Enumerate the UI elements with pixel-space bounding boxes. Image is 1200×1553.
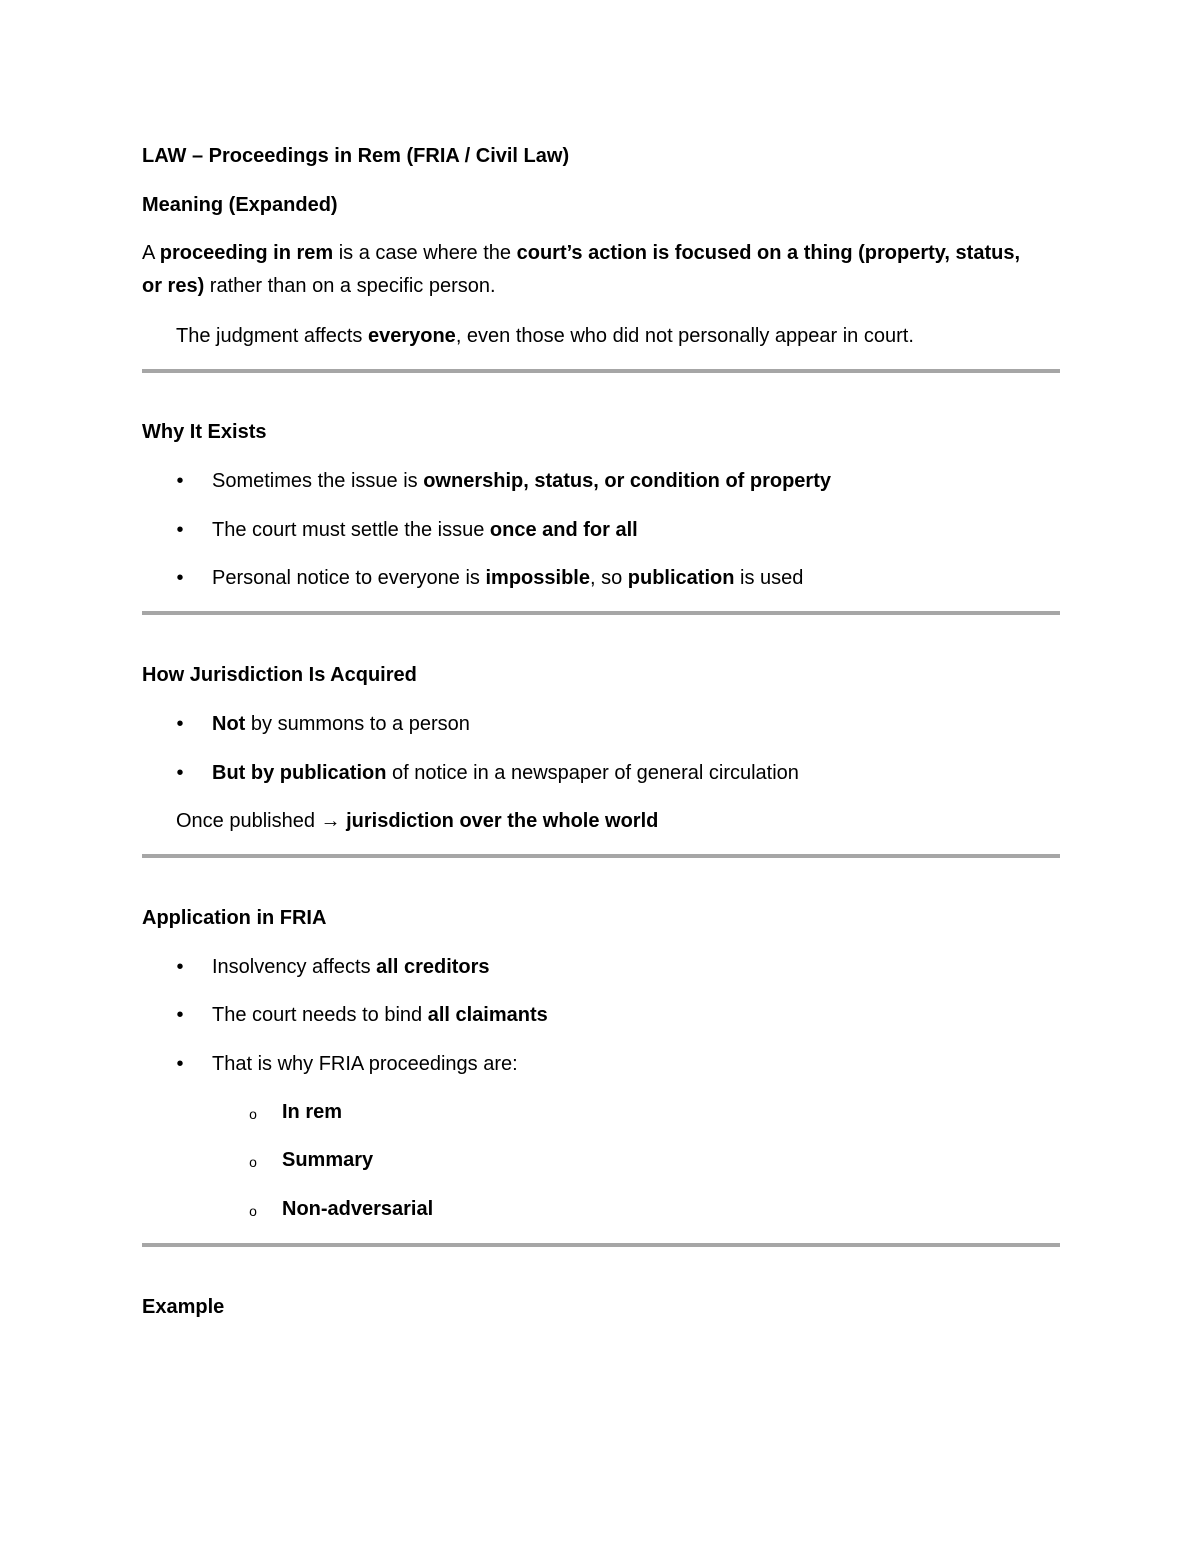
meaning-paragraph-line-2 — [142, 270, 496, 302]
text-run-bold: proceeding in rem — [159, 242, 334, 264]
text-run-bold: everyone — [367, 325, 456, 347]
text-run: Sometimes the issue is — [212, 470, 424, 492]
fria-item-2 — [212, 999, 548, 1031]
text-run-bold: But by publication — [212, 762, 387, 784]
example-heading: Example — [142, 1296, 225, 1318]
bullet-icon: • — [176, 762, 184, 784]
why-item-3 — [212, 562, 803, 594]
bullet-icon: • — [176, 519, 184, 541]
bullet-icon: • — [176, 1004, 184, 1026]
text-run-bold: ownership, status, or condition of property — [423, 470, 831, 492]
jurisdiction-heading: How Jurisdiction Is Acquired — [142, 664, 417, 686]
text-run-bold: publication — [627, 567, 735, 589]
bullet-icon: • — [176, 956, 184, 978]
text-run: , even those who did not personally appear in court. — [455, 325, 914, 347]
bullet-icon: • — [176, 1053, 184, 1075]
fria-item-3 — [212, 1048, 518, 1080]
text-run: is used — [734, 567, 804, 589]
text-run: Once published → — [176, 810, 347, 832]
horizontal-divider — [142, 854, 1060, 858]
horizontal-divider — [142, 369, 1060, 373]
fria-sub-item-2: Summary — [282, 1149, 374, 1171]
text-run: Insolvency affects — [212, 956, 377, 978]
text-run-bold: Not — [212, 713, 246, 735]
jurisdiction-note — [176, 805, 658, 837]
text-run-bold: once and for all — [489, 519, 638, 541]
text-run: The judgment affects — [176, 325, 368, 347]
sub-bullet-icon: o — [249, 1106, 257, 1122]
meaning-heading: Meaning (Expanded) — [142, 194, 338, 216]
text-run: The court must settle the issue — [212, 519, 490, 541]
text-run-bold: all claimants — [427, 1004, 548, 1026]
why-item-1 — [212, 465, 831, 497]
horizontal-divider — [142, 1243, 1060, 1247]
horizontal-divider — [142, 611, 1060, 615]
text-run: A — [142, 242, 160, 264]
text-run-bold: court’s action is focused on a thing (property, status, — [516, 242, 1020, 264]
fria-sub-item-1: In rem — [282, 1101, 343, 1123]
sub-bullet-icon: o — [249, 1203, 257, 1219]
text-run: Personal notice to everyone is — [212, 567, 486, 589]
meaning-paragraph-line-1 — [142, 237, 1020, 269]
text-run: of notice in a newspaper of general circulation — [386, 762, 799, 784]
text-run: is a case where the — [333, 242, 517, 264]
bullet-icon: • — [176, 470, 184, 492]
document-title: LAW – Proceedings in Rem (FRIA / Civil Law) — [142, 145, 570, 167]
text-run: The court needs to bind — [212, 1004, 428, 1026]
text-run: That is why FRIA proceedings are: — [212, 1053, 518, 1075]
text-run-bold: all creditors — [376, 956, 490, 978]
fria-sub-item-3: Non-adversarial — [282, 1198, 434, 1220]
meaning-note — [176, 320, 914, 352]
jurisdiction-item-2 — [212, 757, 799, 789]
bullet-icon: • — [176, 713, 184, 735]
why-heading: Why It Exists — [142, 421, 267, 443]
text-run-bold: impossible — [485, 567, 590, 589]
bullet-icon: • — [176, 567, 184, 589]
text-run: rather than on a specific person. — [204, 275, 496, 297]
fria-heading: Application in FRIA — [142, 907, 327, 929]
text-run-bold: jurisdiction over the whole world — [346, 810, 659, 832]
text-run-bold: or res) — [142, 275, 205, 297]
text-run: by summons to a person — [245, 713, 470, 735]
why-item-2 — [212, 514, 638, 546]
text-run: , so — [589, 567, 628, 589]
jurisdiction-item-1 — [212, 708, 470, 740]
fria-item-1 — [212, 951, 490, 983]
sub-bullet-icon: o — [249, 1154, 257, 1170]
